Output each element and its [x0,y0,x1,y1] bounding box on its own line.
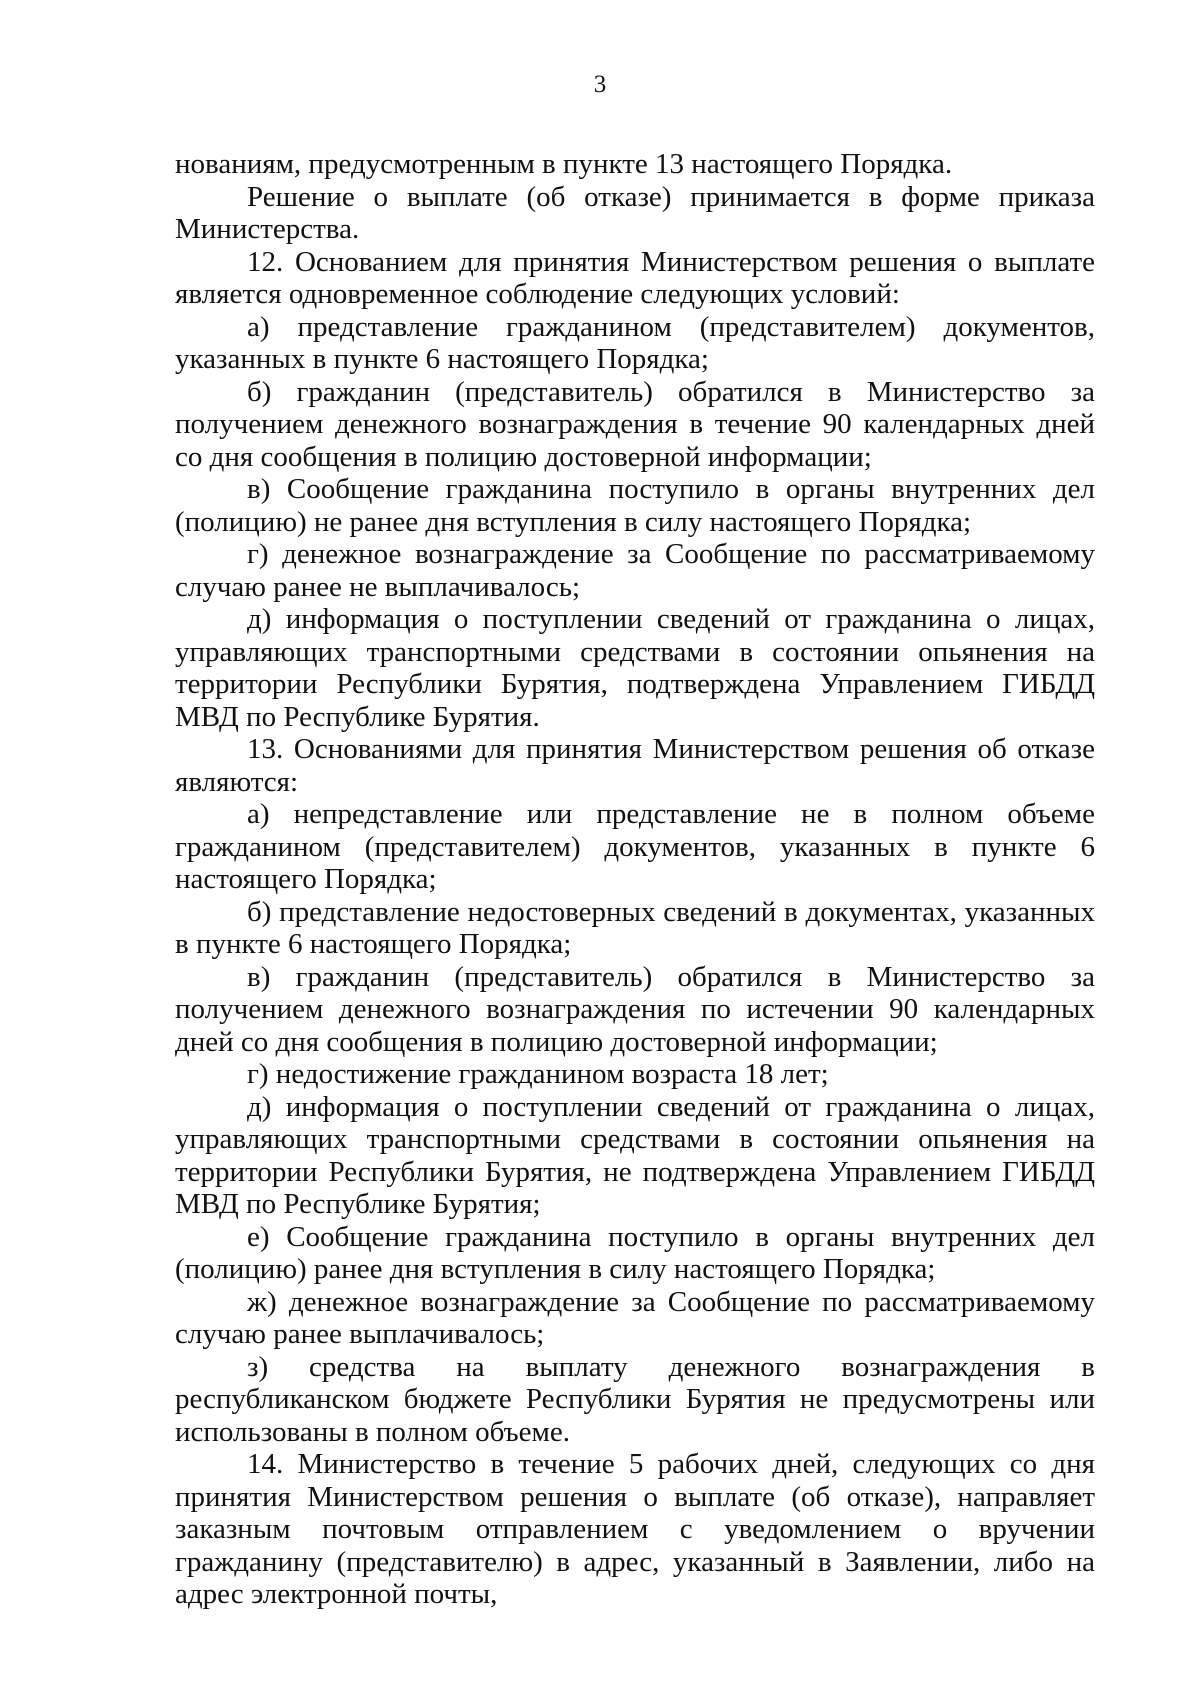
paragraph-item-12-b: б) гражданин (представитель) обратился в Министерство за получением денежного вознаграждения в течение 90 календарных дней со дня сообщения в полицию достоверной информации; [175,375,1095,473]
paragraph-decision-form: Решение о выплате (об отказе) принимается в форме приказа Министерства. [175,180,1095,245]
paragraph-item-12-v: в) Сообщение гражданина поступило в органы внутренних дел (полицию) не ранее дня вступления в силу настоящего Порядка; [175,473,1095,538]
paragraph-item-14: 14. Министерство в течение 5 рабочих дней, следующих со дня принятия Министерством решения о выплате (об отказе), направляет заказным почтовым отправлением с уведомлением о вручении гражданину (представителю) в адрес, указанный в Заявлении, либо на адрес электронной почты, [175,1448,1095,1610]
paragraph-item-13-z: з) средства на выплату денежного вознаграждения в республиканском бюджете Республики Бурятия не предусмотрены или использованы в полном объеме. [175,1350,1095,1448]
paragraph-item-13-a: а) непредставление или представление не в полном объеме гражданином (представителем) документов, указанных в пункте 6 настоящего Порядка; [175,798,1095,895]
paragraph-item-12: 12. Основанием для принятия Министерством решения о выплате является одновременное соблюдение следующих условий: [175,245,1095,310]
document-body [175,148,1095,1611]
paragraph-item-13-d: д) информация о поступлении сведений от гражданина о лицах, управляющих транспортными средствами в состоянии опьянения на территории Республики Бурятия, не подтверждена Управлением ГИБДД МВД по Республике Бурятия; [175,1090,1095,1220]
paragraph-item-13-e: е) Сообщение гражданина поступило в органы внутренних дел (полицию) ранее дня вступления в силу настоящего Порядка; [175,1220,1095,1285]
paragraph-continuation: нованиям, предусмотренным в пункте 13 настоящего Порядка. [175,148,953,180]
paragraph-item-13-g: г) недостижение гражданином возраста 18 лет; [247,1058,829,1090]
paragraph-item-13: 13. Основаниями для принятия Министерством решения об отказе являются: [175,733,1095,798]
paragraph-item-12-a: а) представление гражданином (представителем) документов, указанных в пункте 6 настоящего Порядка; [175,310,1095,375]
paragraph-item-13-b: б) представление недостоверных сведений в документах, указанных в пункте 6 настоящего Порядка; [175,895,1095,960]
paragraph-item-12-d: д) информация о поступлении сведений от гражданина о лицах, управляющих транспортными средствами в состоянии опьянения на территории Республики Бурятия, подтверждена Управлением ГИБДД МВД по Республике Бурятия. [175,603,1095,733]
page-number: 3 [593,71,607,98]
paragraph-item-13-zh: ж) денежное вознаграждение за Сообщение по рассматриваемому случаю ранее выплачивалось; [175,1285,1095,1350]
paragraph-item-12-g: г) денежное вознаграждение за Сообщение по рассматриваемому случаю ранее не выплачивалось; [175,538,1095,603]
paragraph-item-13-v: в) гражданин (представитель) обратился в Министерство за получением денежного вознаграждения по истечении 90 календарных дней со дня сообщения в полицию достоверной информации; [175,960,1095,1058]
